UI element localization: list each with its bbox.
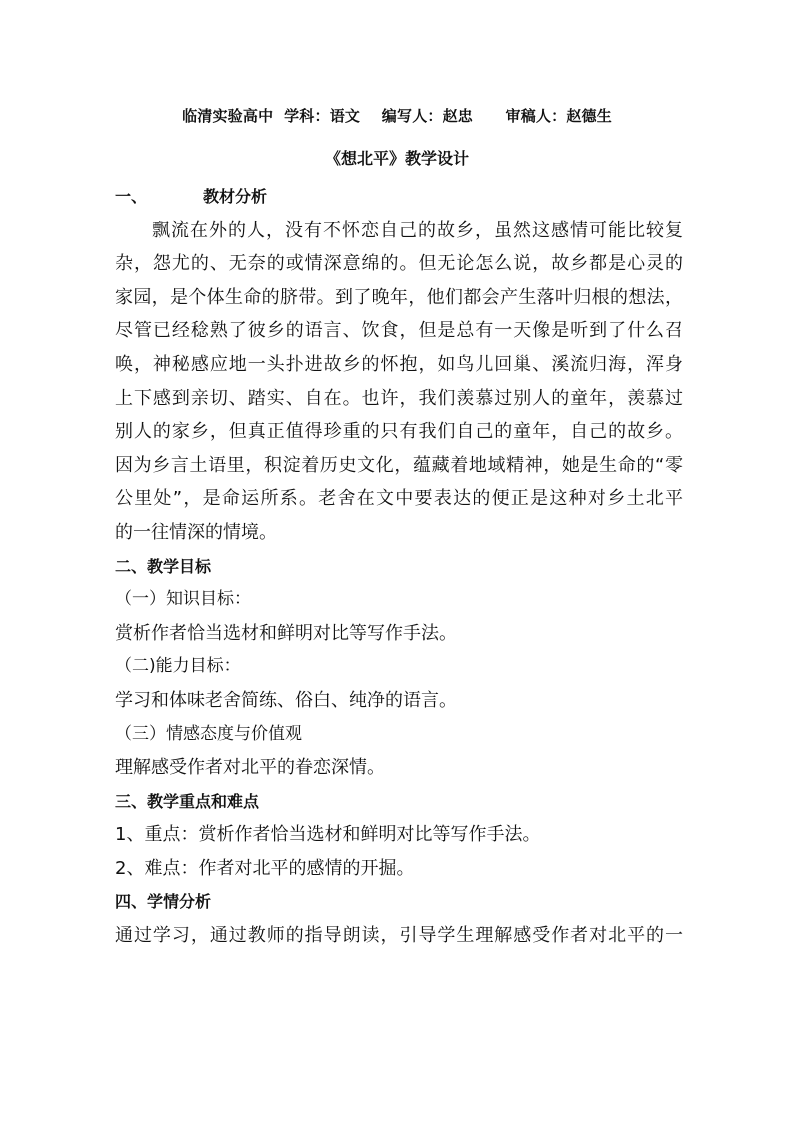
document-header: 临清实验高中 学科：语文 编写人：赵忠 审稿人：赵德生 [182, 107, 612, 125]
section-title: 教材分析 [203, 187, 268, 206]
section-number: 一、 [115, 187, 148, 206]
paragraph-line: 唤，神秘感应地一头扑进故乡的怀抱，如鸟儿回巢、溪流归海，浑身 [115, 353, 683, 375]
subsection-label-ability: （二)能力目标： [115, 656, 241, 677]
paragraph-line: 别人的家乡，但真正值得珍重的只有我们自己的童年，自己的故乡。 [115, 421, 683, 443]
paragraph-line: 的一往情深的情境。 [115, 521, 277, 543]
document-title: 《想北平》教学设计 [324, 149, 469, 168]
subsection-label-knowledge: （一）知识目标： [115, 589, 251, 610]
paragraph-line: 尽管已经稔熟了彼乡的语言、饮食，但是总有一天像是听到了什么召 [115, 320, 683, 342]
key-point-item: 1、重点：赏析作者恰当选材和鲜明对比等写作手法。 [115, 824, 541, 846]
goal-text-ability: 学习和体味老舍简练、俗白、纯净的语言。 [115, 689, 457, 711]
subsection-label-emotion: （三）情感态度与价值观 [115, 723, 302, 744]
paragraph-line: 家园，是个体生命的脐带。到了晚年，他们都会产生落叶归根的想法， [115, 286, 683, 308]
paragraph-line: 杂，怨尤的、无奈的或情深意绵的。但无论怎么说，故乡都是心灵的 [115, 253, 683, 275]
paragraph-line: 通过学习，通过教师的指导朗读，引导学生理解感受作者对北平的一 [115, 925, 683, 947]
document-body [115, 180, 683, 953]
goal-text-emotion: 理解感受作者对北平的眷恋深情。 [115, 757, 385, 779]
paragraph-line: 公里处”，是命运所系。老舍在文中要表达的便正是这种对乡土北平 [115, 488, 683, 510]
paragraph-line: 因为乡言土语里，积淀着历史文化，蕴藏着地域精神，她是生命的“零 [115, 454, 683, 476]
section-heading-goals: 二、教学目标 [115, 556, 212, 576]
paragraph-line: 飘流在外的人，没有不怀恋自己的故乡，虽然这感情可能比较复 [151, 219, 683, 241]
paragraph-line: 上下感到亲切、踏实、自在。也许，我们羡慕过别人的童年，羡慕过 [115, 387, 683, 409]
section-heading-key-points: 三、教学重点和难点 [115, 791, 260, 811]
difficult-point-item: 2、难点：作者对北平的感情的开掘。 [115, 857, 415, 879]
section-heading-materials [115, 180, 683, 214]
goal-text-knowledge: 赏析作者恰当选材和鲜明对比等写作手法。 [115, 622, 457, 644]
section-heading-learner-analysis: 四、学情分析 [115, 892, 212, 912]
